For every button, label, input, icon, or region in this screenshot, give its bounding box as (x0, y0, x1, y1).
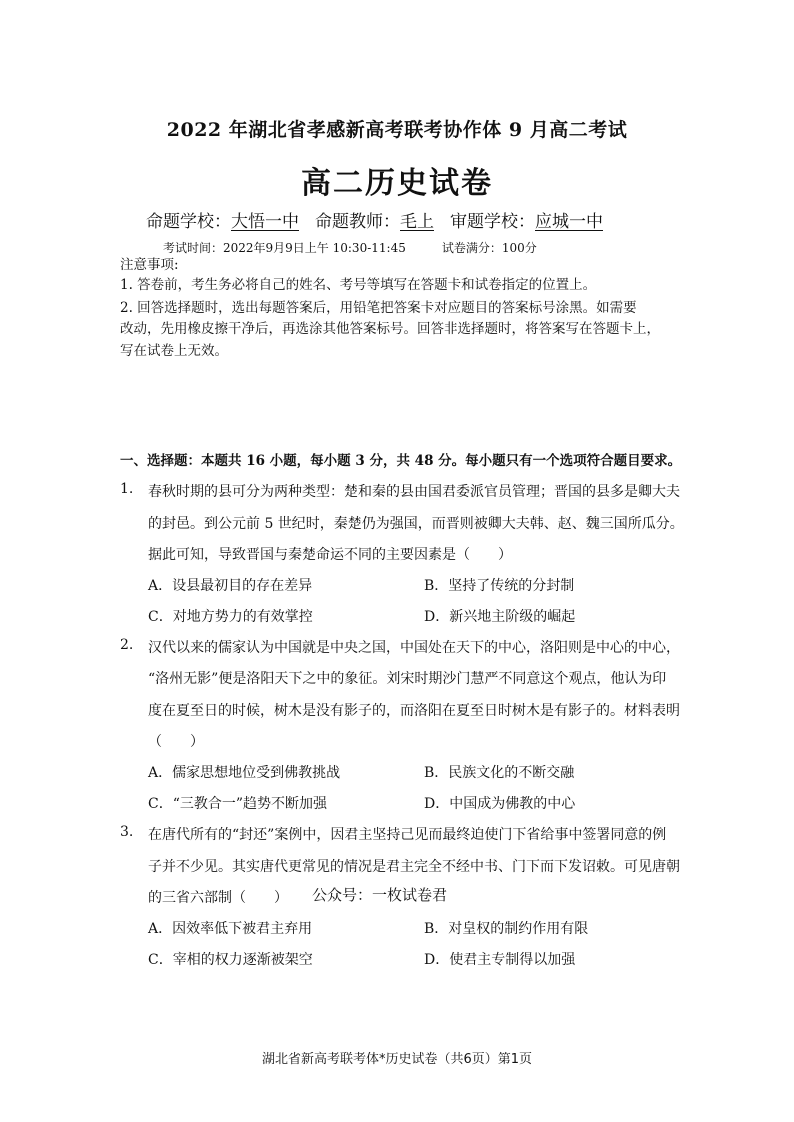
option-b: B．坚持了传统的分封制 (424, 578, 575, 594)
question-line: 子并不少见。其实唐代更常见的情况是君主完全不经中书、门下而下发诏敕。可见唐朝 (148, 859, 680, 875)
question-number: 3. (120, 824, 134, 840)
option-b: B．民族文化的不断交融 (424, 765, 575, 781)
notes-heading: 注意事项: (120, 257, 179, 273)
watermark-note: 公众号：一枚试卷君 (312, 886, 448, 904)
question-line: 的封邑。到公元前 5 世纪时，秦楚仍为强国，而晋则被卿大夫韩、赵、魏三国所瓜分。 (148, 516, 684, 532)
option-a: A．因效率低下被君主弃用 (148, 921, 313, 937)
exam-time: 考试时间：2022年9月9日上午 10:30-11:45 (163, 241, 406, 255)
question-line: 汉代以来的儒家认为中国就是中央之国，中国处在天下的中心，洛阳则是中心的中心， (148, 640, 680, 656)
reviewer-school-label: 审题学校： (450, 212, 535, 232)
question-line: 据此可知，导致晋国与秦楚命运不同的主要因素是（ ） (148, 547, 512, 563)
setter-school-label: 命题学校： (146, 212, 231, 232)
option-a: A．设县最初目的存在差异 (148, 578, 313, 594)
question-line: （ ） (148, 734, 204, 750)
question-line: 度在夏至日的时候，树木是没有影子的，而洛阳在夏至日时树木是有影子的。材料表明 (148, 703, 680, 719)
setter-school: 大悟一中 (231, 212, 299, 232)
setter-teacher: 毛上 (400, 212, 434, 232)
setter-info (146, 207, 603, 232)
section-heading: 一、选择题：本题共 16 小题，每小题 3 分，共 48 分。每小题只有一个选项符合题目要求。 (120, 453, 682, 469)
page-footer: 湖北省新高考联考体*历史试卷（共6页）第1页 (261, 1052, 533, 1067)
exam-time-line (163, 239, 537, 256)
exam-title: 2022 年湖北省孝感新高考联考协作体 9 月高二考试 (166, 119, 628, 141)
option-c: C．对地方势力的有效掌控 (148, 609, 313, 625)
option-d: D．使君主专制得以加强 (424, 952, 576, 968)
option-c: C．宰相的权力逐渐被架空 (148, 952, 313, 968)
notes-item-2-line-1: 2. 回答选择题时，选出每题答案后，用铅笔把答案卡对应题目的答案标号涂黑。如需要 (120, 300, 637, 316)
notes-item-2-line-3: 写在试卷上无效。 (120, 343, 228, 359)
full-score: 试卷满分：100分 (441, 241, 537, 255)
paper-title: 高二历史试卷 (301, 166, 493, 201)
question-line: “洛州无影”便是洛阳天下之中的象征。刘宋时期沙门慧严不同意这个观点，他认为印 (148, 671, 667, 687)
option-b: B．对皇权的制约作用有限 (424, 921, 589, 937)
option-d: D．新兴地主阶级的崛起 (424, 609, 576, 625)
option-c: C．“三教合一”趋势不断加强 (148, 796, 328, 812)
question-line: 的三省六部制（ ） (148, 890, 288, 906)
notes-item-2-line-2: 改动，先用橡皮擦干净后，再选涂其他答案标号。回答非选择题时，将答案写在答题卡上， (120, 321, 660, 337)
question-line: 春秋时期的县可分为两种类型：楚和秦的县由国君委派官员管理；晋国的县多是卿大夫 (148, 484, 680, 500)
option-a: A．儒家思想地位受到佛教挑战 (148, 765, 341, 781)
notes-item-1: 1. 答卷前，考生务必将自己的姓名、考号等填写在答题卡和试卷指定的位置上。 (120, 277, 597, 293)
option-d: D．中国成为佛教的中心 (424, 796, 576, 812)
question-number: 2. (120, 637, 134, 653)
reviewer-school: 应城一中 (535, 212, 603, 232)
question-number: 1. (120, 481, 134, 497)
question-line: 在唐代所有的“封还”案例中，因君主坚持己见而最终迫使门下省给事中签署同意的例 (148, 827, 667, 843)
setter-teacher-label: 命题教师： (315, 212, 400, 232)
